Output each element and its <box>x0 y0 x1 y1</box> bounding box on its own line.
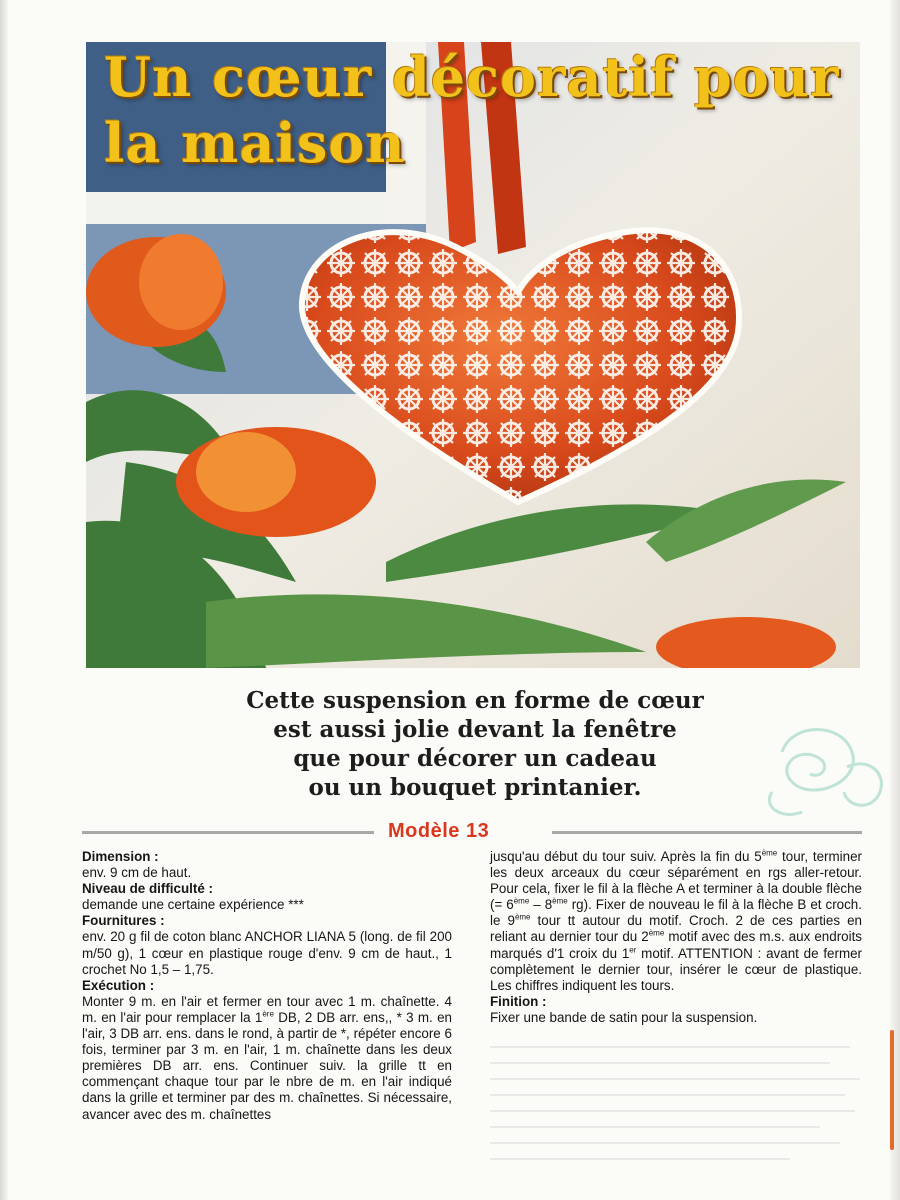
execution-heading: Exécution : <box>82 977 155 993</box>
page-edge-tab <box>890 1030 894 1150</box>
execution-continued-text <box>490 849 862 994</box>
instructions-right-column <box>490 849 862 1026</box>
intro-text <box>110 686 840 802</box>
execution-superscript: er <box>629 945 637 955</box>
execution-text-part: tour tt autour du motif. Croch. 2 de ces parties en reliant au dernier tour du 2 <box>490 913 862 945</box>
page-title: Un cœur décoratif pour la maison <box>104 45 840 175</box>
intro-line: Cette suspension en forme de cœur <box>246 687 704 714</box>
execution-text-part: rg). Fixer de nouveau le fil à la flèche B et croch. le 9 <box>490 897 862 929</box>
execution-text-part: tour, terminer les deux arceaux du cœur séparément en rgs aller-retour. Pour cela, fixer le fil à la flèche A et terminer à la double flèche (= 6 <box>490 849 862 913</box>
execution-text-part: jusqu'au début du tour suiv. Après la fin du 5 <box>490 849 762 864</box>
execution-superscript: ème <box>552 896 568 906</box>
section-rule-right <box>552 831 862 834</box>
difficulty-heading: Niveau de difficulté : <box>82 881 213 897</box>
dimension-heading: Dimension : <box>82 849 159 864</box>
intro-line: est aussi jolie devant la fenêtre <box>273 716 677 743</box>
execution-text-part: motif. ATTENTION : avant de fermer complètement le dernier tour, insérer le cœur de plastique. Les chiffres indiquent les tours. <box>490 945 863 993</box>
supplies-text: env. 20 g fil de coton blanc ANCHOR LIANA 5 (long. de fil 200 m/50 g), 1 cœur en plastique rouge d'env. 9 cm de haut., 1 crochet No 1,5 – 1,75. <box>82 929 452 977</box>
difficulty-text: demande une certaine expérience *** <box>82 897 304 913</box>
finishing-heading: Finition : <box>490 993 547 1009</box>
heart-photo <box>86 42 860 668</box>
instructions-left-column <box>82 849 452 1123</box>
intro-line: que pour décorer un cadeau <box>293 745 657 772</box>
rose-decoration <box>752 712 892 822</box>
execution-text <box>82 994 452 1123</box>
finishing-text: Fixer une bande de satin pour la suspension. <box>490 1009 758 1025</box>
model-number: Modèle 13 <box>388 820 490 842</box>
intro-line: ou un bouquet printanier. <box>308 774 642 801</box>
execution-text-part: Monter 9 m. en l'air et fermer en tour avec 1 m. chaînette. 4 m. en l'air pour remplacer la 1 <box>82 993 452 1025</box>
execution-superscript: ème <box>648 929 665 938</box>
section-header <box>82 818 862 844</box>
execution-superscript: ème <box>514 912 531 922</box>
execution-superscript: ème <box>513 896 530 906</box>
supplies-heading: Fournitures : <box>82 913 165 929</box>
section-rule-left <box>82 831 374 834</box>
execution-superscript: ère <box>262 1009 274 1019</box>
page-left-edge <box>0 0 8 1200</box>
execution-text-part: motif avec des m.s. aux endroits marqués d'1 croix du 1 <box>490 929 862 961</box>
execution-superscript: ème <box>761 848 778 858</box>
bleed-through-text <box>490 1040 870 1170</box>
page-right-edge <box>890 0 900 1200</box>
dimension-text: env. 9 cm de haut. <box>82 865 192 881</box>
execution-text-part: – 8 <box>529 897 553 913</box>
execution-text-part: DB, 2 DB arr. ens,, * 3 m. en l'air, 3 DB arr. ens. dans le rond, à partir de *, répéter encore 6 fois, terminer par 3 m. en l'air, 1 m. chaînette dans les deux premières DB arr. ens. Continuer suiv. la grille tt en commençant chaque tour par le nbre de m. en l'air indiqué dans la grille et terminer par des m. chaînettes. Si nécessaire, avancer avec des m. chaînettes <box>82 1009 452 1122</box>
